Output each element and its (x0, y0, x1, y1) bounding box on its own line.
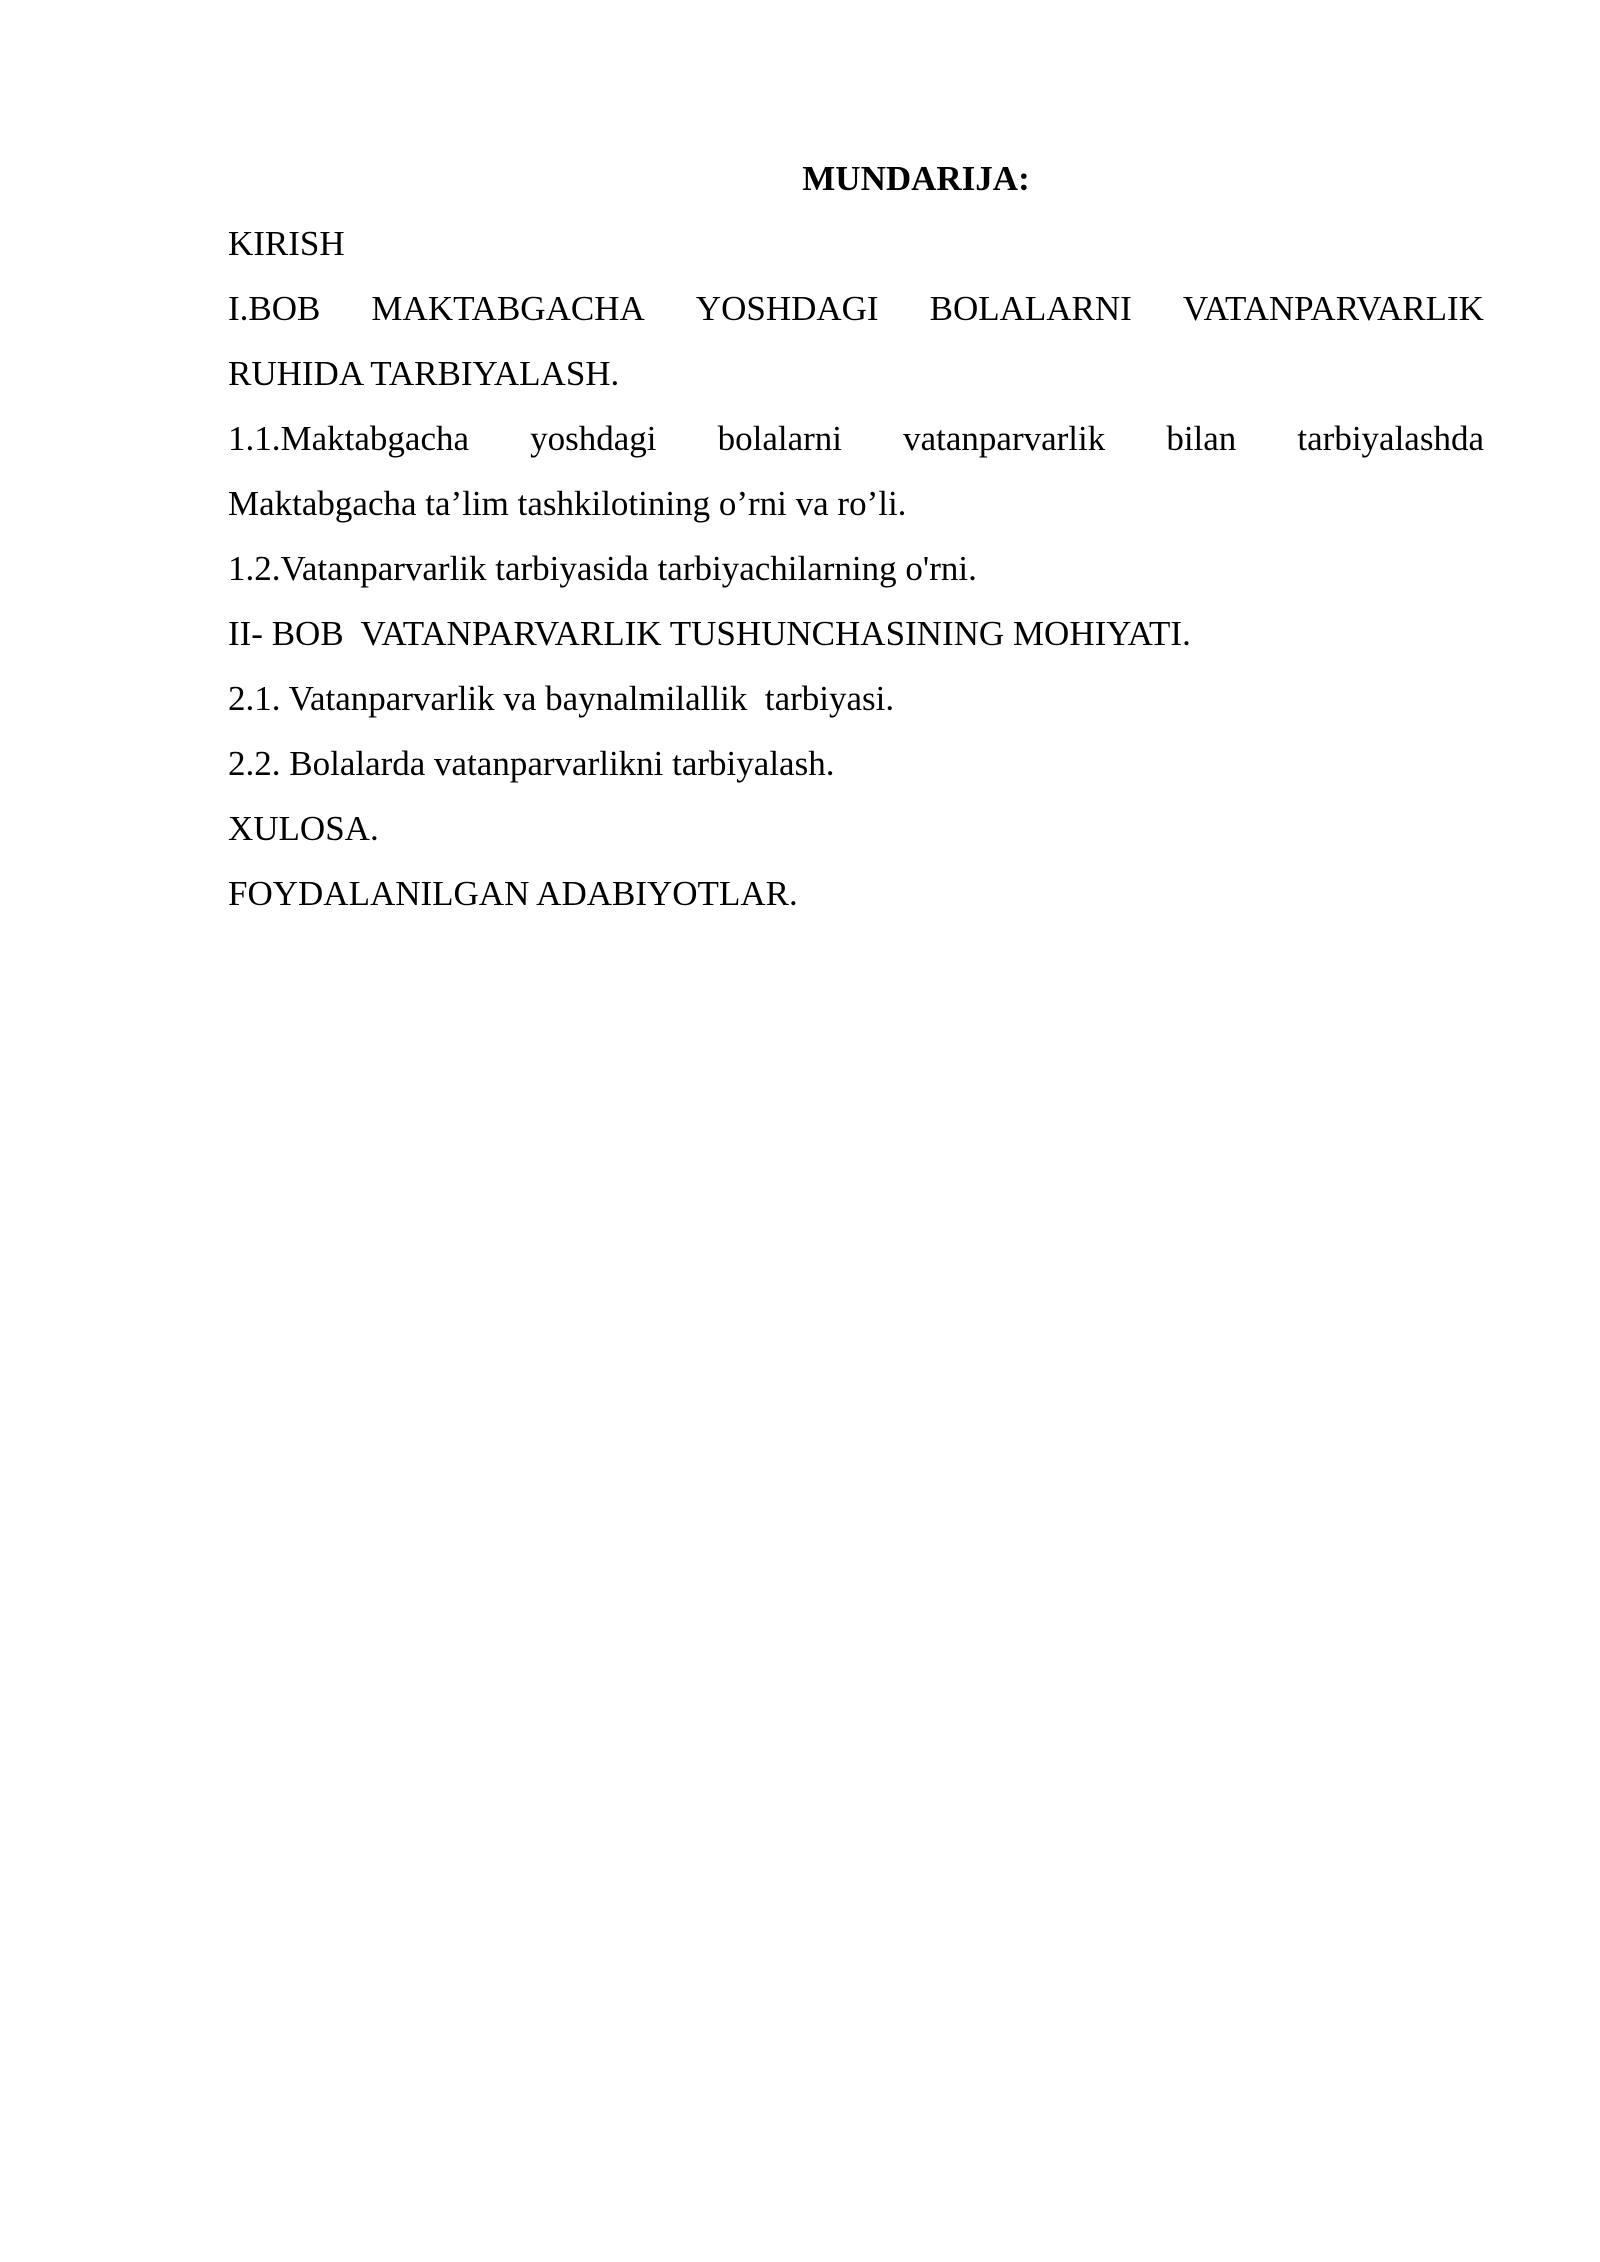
toc-entry-section-2-2: 2.2. Bolalarda vatanparvarlikni tarbiyalash. (228, 744, 835, 783)
toc-entry-section-1-1-line-1 (228, 406, 1484, 471)
toc-entry-section-1-1-line-2: Maktabgacha ta’lim tashkilotining o’rni va ro’li. (228, 484, 907, 523)
toc-word: YOSHDAGI (695, 289, 879, 328)
toc-word: bolalarni (717, 419, 843, 458)
toc-word: VATANPARVARLIK (1182, 289, 1484, 328)
toc-word: tarbiyalashda (1297, 419, 1484, 458)
toc-entry-chapter-1-line-2: RUHIDA TARBIYALASH. (228, 354, 620, 393)
toc-entry-introduction: KIRISH (228, 224, 345, 263)
toc-entry-conclusion: XULOSA. (228, 809, 379, 848)
toc-entry-section-2-1: 2.1. Vatanparvarlik va baynalmilallik tarbiyasi. (228, 679, 895, 718)
toc-entry-chapter-1-line-1 (228, 276, 1484, 341)
toc-word: BOLALARNI (929, 289, 1132, 328)
toc-word: yoshdagi (530, 419, 657, 458)
toc-entry-references: FOYDALANILGAN ADABIYOTLAR. (228, 874, 798, 913)
toc-word: MAKTABGACHA (371, 289, 645, 328)
toc-word: I.BOB (228, 289, 321, 328)
table-of-contents (228, 146, 1484, 926)
toc-word: 1.1.Maktabgacha (228, 419, 470, 458)
toc-word: bilan (1166, 419, 1237, 458)
toc-entry-section-1-2: 1.2.Vatanparvarlik tarbiyasida tarbiyachilarning o'rni. (228, 549, 977, 588)
toc-entry-chapter-2: II- BOB VATANPARVARLIK TUSHUNCHASINING MOHIYATI. (228, 614, 1191, 653)
toc-title: MUNDARIJA: (802, 159, 1030, 198)
toc-word: vatanparvarlik (903, 419, 1106, 458)
